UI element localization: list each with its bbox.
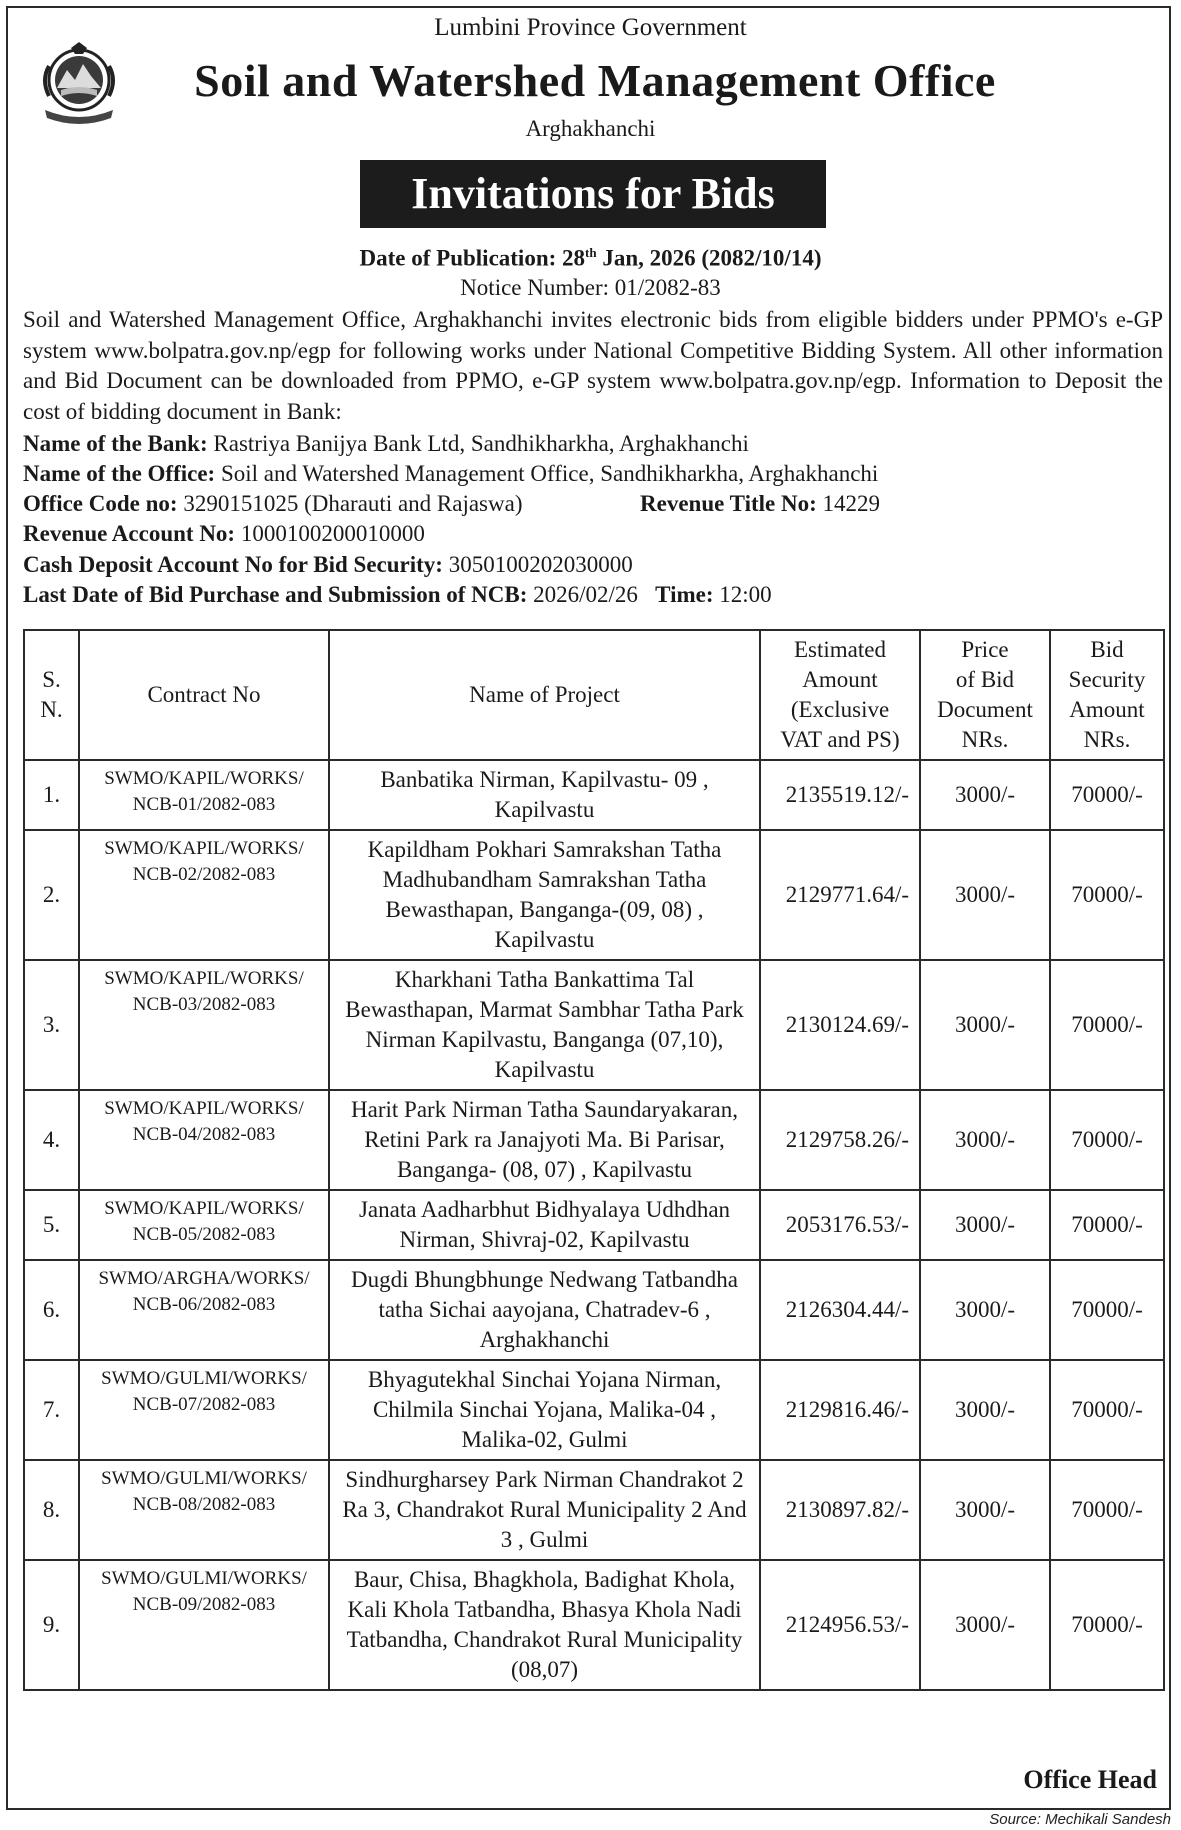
row-estimated-amount: 2124956.53/- [760,1560,920,1690]
row-estimated-amount: 2129758.26/- [760,1090,920,1190]
row-contract-no: SWMO/GULMI/WORKS/ NCB-08/2082-083 [79,1460,329,1560]
row-sn: 2. [24,830,79,960]
office-code-label: Office Code no: [23,491,178,516]
row-document-price: 3000/- [920,1260,1050,1360]
district-name: Arghakhanchi [525,116,656,141]
row-estimated-amount: 2129771.64/- [760,830,920,960]
row-sn: 5. [24,1190,79,1260]
table-row [24,1090,1164,1190]
cash-deposit-info [23,552,633,578]
table-row [24,960,1164,1090]
office-value: Soil and Watershed Management Office, Sandhikharkha, Arghakhanchi [220,461,879,486]
header-project-name: Name of Project [329,630,760,760]
table-row [24,760,1164,830]
row-project-name: Kapildham Pokhari Samrakshan Tatha Madhubandham Samrakshan Tatha Bewasthapan, Banganga-(09, 08) , Kapilvastu [329,830,760,960]
row-estimated-amount: 2135519.12/- [760,760,920,830]
row-project-name: Baur, Chisa, Bhagkhola, Badighat Khola, Kali Khola Tatbandha, Bhasya Khola Nadi Tatbandha, Chandrakot Rural Municipality (08,07) [329,1560,760,1690]
row-contract-no: SWMO/KAPIL/WORKS/ NCB-04/2082-083 [79,1090,329,1190]
row-contract-no: SWMO/KAPIL/WORKS/ NCB-01/2082-083 [79,760,329,830]
time-value: 12:00 [719,582,772,607]
row-document-price: 3000/- [920,1460,1050,1560]
header-sn: S. N. [24,630,79,760]
row-sn: 8. [24,1460,79,1560]
row-document-price: 3000/- [920,1190,1050,1260]
revenue-title-label: Revenue Title No: [640,491,817,516]
notice-banner-title: Invitations for Bids [360,160,826,228]
row-contract-no: SWMO/GULMI/WORKS/ NCB-07/2082-083 [79,1360,329,1460]
office-code-info [23,491,523,517]
row-document-price: 3000/- [920,1560,1050,1690]
row-contract-no: SWMO/KAPIL/WORKS/ NCB-02/2082-083 [79,830,329,960]
row-bid-security: 70000/- [1050,760,1164,830]
row-contract-no: SWMO/ARGHA/WORKS/ NCB-06/2082-083 [79,1260,329,1360]
last-date-value: 2026/02/26 [533,582,638,607]
row-bid-security: 70000/- [1050,1190,1164,1260]
row-document-price: 3000/- [920,1090,1050,1190]
table-row [24,1260,1164,1360]
row-bid-security: 70000/- [1050,1560,1164,1690]
row-estimated-amount: 2053176.53/- [760,1190,920,1260]
notice-number: Notice Number: 01/2082-83 [460,275,721,300]
signature-office-head: Office Head [1023,1765,1157,1794]
publication-date-rest: Jan, 2026 (2082/10/14) [602,245,822,271]
row-sn: 1. [24,760,79,830]
table-row [24,1360,1164,1460]
office-code-value: 3290151025 (Dharauti and Rajaswa) [183,491,523,516]
row-contract-no: SWMO/KAPIL/WORKS/ NCB-05/2082-083 [79,1190,329,1260]
row-sn: 6. [24,1260,79,1360]
publication-date-day: 28 [562,245,586,271]
row-document-price: 3000/- [920,830,1050,960]
row-project-name: Janata Aadharbhut Bidhyalaya Udhdhan Nirman, Shivraj-02, Kapilvastu [329,1190,760,1260]
row-document-price: 3000/- [920,1360,1050,1460]
revenue-account-value: 1000100200010000 [240,521,425,546]
row-document-price: 3000/- [920,960,1050,1090]
office-info [23,461,878,487]
row-sn: 4. [24,1090,79,1190]
table-row [24,830,1164,960]
table-row [24,1460,1164,1560]
cash-deposit-label: Cash Deposit Account No for Bid Security: [23,552,443,577]
last-date-info [23,582,772,608]
row-estimated-amount: 2129816.46/- [760,1360,920,1460]
header-bid-document-price: Price of Bid Document NRs. [920,630,1050,760]
source-credit: Source: Mechikali Sandesh [989,1811,1171,1828]
row-project-name: Kharkhani Tatha Bankattima Tal Bewasthapan, Marmat Sambhar Tatha Park Nirman Kapilvastu, Banganga (07,10), Kapilvastu [329,960,760,1090]
government-name: Lumbini Province Government [434,14,747,41]
row-project-name: Bhyagutekhal Sinchai Yojana Nirman, Chilmila Sinchai Yojana, Malika-04 , Malika-02, Gulmi [329,1360,760,1460]
row-contract-no: SWMO/GULMI/WORKS/ NCB-09/2082-083 [79,1560,329,1690]
header-estimated-amount: Estimated Amount (Exclusive VAT and PS) [760,630,920,760]
office-label: Name of the Office: [23,461,216,486]
table-row [24,1190,1164,1260]
revenue-title-value: 14229 [822,491,880,516]
bank-value: Rastriya Banijya Bank Ltd, Sandhikharkha, Arghakhanchi [213,431,749,456]
last-date-label: Last Date of Bid Purchase and Submission of NCB: [23,582,528,607]
row-bid-security: 70000/- [1050,830,1164,960]
bank-label: Name of the Bank: [23,431,208,456]
row-project-name: Sindhurgharsey Park Nirman Chandrakot 2 Ra 3, Chandrakot Rural Municipality 2 And 3 , Gulmi [329,1460,760,1560]
row-bid-security: 70000/- [1050,1360,1164,1460]
table-row [24,1560,1164,1690]
row-project-name: Dugdi Bhungbhunge Nedwang Tatbandha tatha Sichai aayojana, Chatradev-6 , Arghakhanchi [329,1260,760,1360]
row-bid-security: 70000/- [1050,960,1164,1090]
bank-info [23,431,749,457]
office-name: Soil and Watershed Management Office [194,55,996,106]
row-estimated-amount: 2130124.69/- [760,960,920,1090]
row-bid-security: 70000/- [1050,1090,1164,1190]
cash-deposit-value: 3050100202030000 [448,552,633,577]
header-contract-no: Contract No [79,630,329,760]
revenue-account-info [23,521,425,547]
row-document-price: 3000/- [920,760,1050,830]
row-sn: 3. [24,960,79,1090]
row-contract-no: SWMO/KAPIL/WORKS/ NCB-03/2082-083 [79,960,329,1090]
revenue-account-label: Revenue Account No: [23,521,236,546]
table-header-row [24,630,1164,760]
row-sn: 9. [24,1560,79,1690]
row-bid-security: 70000/- [1050,1460,1164,1560]
bids-table [23,629,1165,1691]
time-label: Time: [655,582,714,607]
row-project-name: Harit Park Nirman Tatha Saundaryakaran, Retini Park ra Janajyoti Ma. Bi Parisar, Banganga- (08, 07) , Kapilvastu [329,1090,760,1190]
header-bid-security: Bid Security Amount NRs. [1050,630,1164,760]
publication-date-suffix: th [585,245,597,260]
revenue-title-info [640,491,880,517]
row-bid-security: 70000/- [1050,1260,1164,1360]
publication-date [0,245,1181,272]
intro-paragraph: Soil and Watershed Management Office, Arghakhanchi invites electronic bids from eligible bidders under PPMO's e-GP system www.bolpatra.gov.np/egp for following works under National Competitive Bidding System. All other information and Bid Document can be downloaded from PPMO, e-GP system www.bolpatra.gov.np/egp. Information to Deposit the cost of bidding document in Bank: [23,307,1163,424]
row-estimated-amount: 2126304.44/- [760,1260,920,1360]
publication-date-label: Date of Publication: [359,245,557,271]
row-sn: 7. [24,1360,79,1460]
row-estimated-amount: 2130897.82/- [760,1460,920,1560]
row-project-name: Banbatika Nirman, Kapilvastu- 09 , Kapilvastu [329,760,760,830]
